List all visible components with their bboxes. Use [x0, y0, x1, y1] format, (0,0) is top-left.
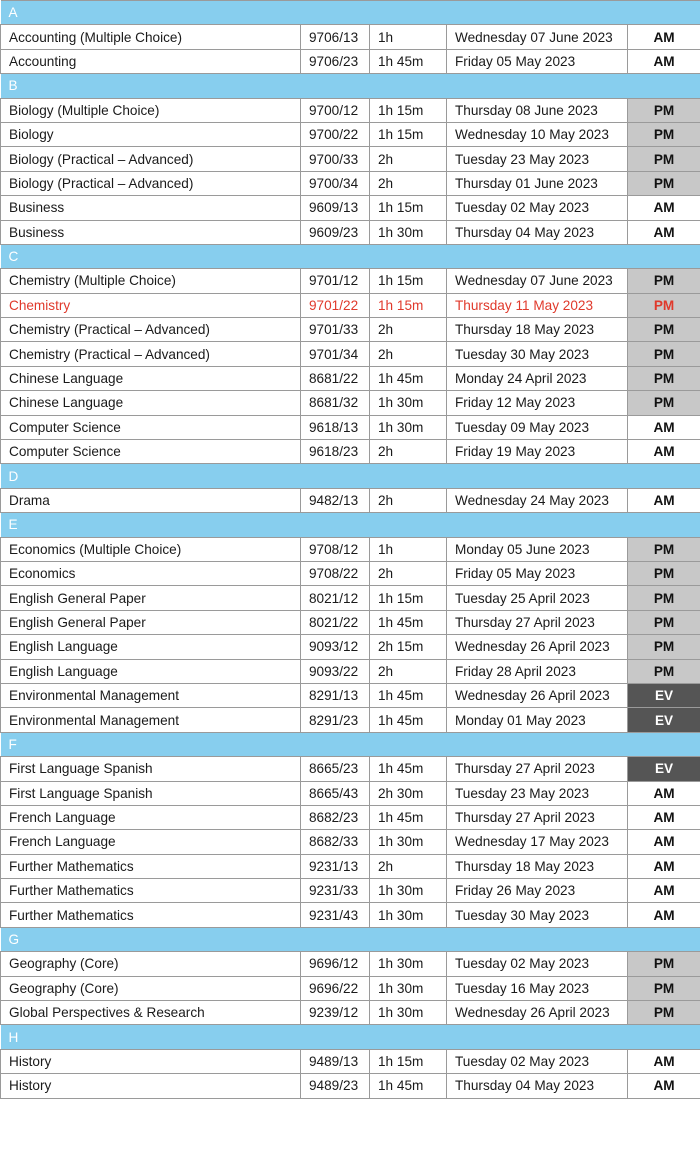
subject-cell: Accounting (Multiple Choice): [1, 25, 301, 49]
date-cell: Tuesday 02 May 2023: [447, 196, 628, 220]
code-cell: 8021/22: [301, 610, 370, 634]
duration-cell: 1h 15m: [370, 98, 447, 122]
duration-cell: 1h 30m: [370, 903, 447, 927]
subject-cell: English General Paper: [1, 586, 301, 610]
subject-cell: Economics: [1, 561, 301, 585]
session-cell: AM: [628, 415, 700, 439]
letter-heading: C: [1, 244, 700, 268]
duration-cell: 1h 15m: [370, 122, 447, 146]
session-cell: AM: [628, 488, 700, 512]
session-cell: AM: [628, 805, 700, 829]
table-row: [1, 318, 700, 342]
code-cell: 9700/12: [301, 98, 370, 122]
table-row: [1, 1049, 700, 1073]
table-row: [1, 98, 700, 122]
session-cell: EV: [628, 757, 700, 781]
subject-cell: English General Paper: [1, 610, 301, 634]
session-cell: AM: [628, 1049, 700, 1073]
subject-cell: Biology (Practical – Advanced): [1, 147, 301, 171]
date-cell: Wednesday 10 May 2023: [447, 122, 628, 146]
session-cell: PM: [628, 952, 700, 976]
duration-cell: 1h 30m: [370, 391, 447, 415]
session-cell: EV: [628, 708, 700, 732]
date-cell: Thursday 04 May 2023: [447, 220, 628, 244]
date-cell: Friday 26 May 2023: [447, 879, 628, 903]
duration-cell: 2h: [370, 342, 447, 366]
table-row: [1, 879, 700, 903]
letter-heading: G: [1, 927, 700, 951]
subject-cell: Biology (Multiple Choice): [1, 98, 301, 122]
table-row: [1, 342, 700, 366]
code-cell: 9239/12: [301, 1001, 370, 1025]
date-cell: Thursday 27 April 2023: [447, 610, 628, 634]
subject-cell: First Language Spanish: [1, 757, 301, 781]
duration-cell: 2h: [370, 659, 447, 683]
session-cell: PM: [628, 366, 700, 390]
date-cell: Friday 28 April 2023: [447, 659, 628, 683]
date-cell: Tuesday 02 May 2023: [447, 952, 628, 976]
table-row: [1, 708, 700, 732]
date-cell: Wednesday 26 April 2023: [447, 683, 628, 707]
session-cell: AM: [628, 903, 700, 927]
subject-cell: Computer Science: [1, 415, 301, 439]
table-row: [1, 586, 700, 610]
code-cell: 8665/23: [301, 757, 370, 781]
duration-cell: 2h: [370, 147, 447, 171]
duration-cell: 1h 45m: [370, 610, 447, 634]
subject-cell: History: [1, 1049, 301, 1073]
session-cell: AM: [628, 25, 700, 49]
subject-cell: Geography (Core): [1, 952, 301, 976]
date-cell: Wednesday 26 April 2023: [447, 1001, 628, 1025]
date-cell: Thursday 11 May 2023: [447, 293, 628, 317]
code-cell: 9701/12: [301, 269, 370, 293]
date-cell: Tuesday 16 May 2023: [447, 976, 628, 1000]
letter-header-row: [1, 927, 700, 951]
duration-cell: 1h 45m: [370, 757, 447, 781]
date-cell: Thursday 08 June 2023: [447, 98, 628, 122]
session-cell: PM: [628, 635, 700, 659]
duration-cell: 1h 15m: [370, 293, 447, 317]
session-cell: PM: [628, 586, 700, 610]
letter-heading: D: [1, 464, 700, 488]
code-cell: 9231/43: [301, 903, 370, 927]
letter-heading: F: [1, 732, 700, 756]
session-cell: PM: [628, 98, 700, 122]
subject-cell: Biology: [1, 122, 301, 146]
code-cell: 9708/12: [301, 537, 370, 561]
subject-cell: Chemistry: [1, 293, 301, 317]
letter-heading: B: [1, 74, 700, 98]
subject-cell: Further Mathematics: [1, 854, 301, 878]
subject-cell: Chemistry (Multiple Choice): [1, 269, 301, 293]
duration-cell: 1h: [370, 537, 447, 561]
table-row: [1, 171, 700, 195]
duration-cell: 1h 30m: [370, 415, 447, 439]
code-cell: 8665/43: [301, 781, 370, 805]
subject-cell: Global Perspectives & Research: [1, 1001, 301, 1025]
code-cell: 9489/23: [301, 1074, 370, 1098]
session-cell: PM: [628, 342, 700, 366]
date-cell: Tuesday 30 May 2023: [447, 903, 628, 927]
code-cell: 9618/23: [301, 440, 370, 464]
letter-header-row: [1, 732, 700, 756]
code-cell: 9609/23: [301, 220, 370, 244]
date-cell: Monday 05 June 2023: [447, 537, 628, 561]
session-cell: AM: [628, 781, 700, 805]
code-cell: 9701/34: [301, 342, 370, 366]
session-cell: PM: [628, 293, 700, 317]
date-cell: Tuesday 23 May 2023: [447, 781, 628, 805]
code-cell: 8682/33: [301, 830, 370, 854]
date-cell: Thursday 27 April 2023: [447, 757, 628, 781]
duration-cell: 2h 15m: [370, 635, 447, 659]
duration-cell: 1h 30m: [370, 1001, 447, 1025]
table-row: [1, 659, 700, 683]
date-cell: Friday 05 May 2023: [447, 561, 628, 585]
duration-cell: 2h 30m: [370, 781, 447, 805]
table-row: [1, 757, 700, 781]
session-cell: AM: [628, 830, 700, 854]
duration-cell: 1h 15m: [370, 269, 447, 293]
session-cell: PM: [628, 318, 700, 342]
table-row: [1, 49, 700, 73]
letter-header-row: [1, 1, 700, 25]
table-row: [1, 903, 700, 927]
subject-cell: First Language Spanish: [1, 781, 301, 805]
table-row: [1, 366, 700, 390]
table-row: [1, 488, 700, 512]
date-cell: Tuesday 25 April 2023: [447, 586, 628, 610]
session-cell: PM: [628, 659, 700, 683]
duration-cell: 2h: [370, 171, 447, 195]
date-cell: Thursday 27 April 2023: [447, 805, 628, 829]
table-row: [1, 781, 700, 805]
subject-cell: English Language: [1, 659, 301, 683]
date-cell: Wednesday 24 May 2023: [447, 488, 628, 512]
table-row: [1, 269, 700, 293]
code-cell: 9706/13: [301, 25, 370, 49]
duration-cell: 1h 30m: [370, 830, 447, 854]
letter-header-row: [1, 513, 700, 537]
subject-cell: Economics (Multiple Choice): [1, 537, 301, 561]
table-row: [1, 391, 700, 415]
duration-cell: 2h: [370, 854, 447, 878]
code-cell: 8291/23: [301, 708, 370, 732]
session-cell: AM: [628, 854, 700, 878]
session-cell: PM: [628, 1001, 700, 1025]
code-cell: 9696/22: [301, 976, 370, 1000]
duration-cell: 1h 45m: [370, 708, 447, 732]
table-row: [1, 561, 700, 585]
date-cell: Tuesday 30 May 2023: [447, 342, 628, 366]
session-cell: PM: [628, 976, 700, 1000]
session-cell: PM: [628, 537, 700, 561]
subject-cell: Geography (Core): [1, 976, 301, 1000]
subject-cell: Environmental Management: [1, 708, 301, 732]
code-cell: 8681/32: [301, 391, 370, 415]
code-cell: 9706/23: [301, 49, 370, 73]
duration-cell: 1h 15m: [370, 586, 447, 610]
duration-cell: 2h: [370, 561, 447, 585]
session-cell: AM: [628, 49, 700, 73]
date-cell: Wednesday 07 June 2023: [447, 25, 628, 49]
table-row: [1, 1001, 700, 1025]
code-cell: 8681/22: [301, 366, 370, 390]
letter-heading: A: [1, 1, 700, 25]
code-cell: 9700/33: [301, 147, 370, 171]
table-row: [1, 854, 700, 878]
code-cell: 9093/12: [301, 635, 370, 659]
date-cell: Tuesday 09 May 2023: [447, 415, 628, 439]
letter-header-row: [1, 244, 700, 268]
code-cell: 9708/22: [301, 561, 370, 585]
subject-cell: Chemistry (Practical – Advanced): [1, 318, 301, 342]
session-cell: AM: [628, 879, 700, 903]
letter-header-row: [1, 74, 700, 98]
session-cell: PM: [628, 391, 700, 415]
date-cell: Wednesday 07 June 2023: [447, 269, 628, 293]
subject-cell: Chemistry (Practical – Advanced): [1, 342, 301, 366]
subject-cell: Accounting: [1, 49, 301, 73]
table-row: [1, 805, 700, 829]
subject-cell: Chinese Language: [1, 366, 301, 390]
date-cell: Monday 24 April 2023: [447, 366, 628, 390]
table-row: [1, 220, 700, 244]
subject-cell: Further Mathematics: [1, 903, 301, 927]
duration-cell: 2h: [370, 488, 447, 512]
subject-cell: Further Mathematics: [1, 879, 301, 903]
duration-cell: 1h 30m: [370, 952, 447, 976]
duration-cell: 2h: [370, 440, 447, 464]
date-cell: Friday 05 May 2023: [447, 49, 628, 73]
duration-cell: 1h 15m: [370, 196, 447, 220]
code-cell: 9696/12: [301, 952, 370, 976]
code-cell: 9093/22: [301, 659, 370, 683]
code-cell: 9701/33: [301, 318, 370, 342]
code-cell: 8021/12: [301, 586, 370, 610]
session-cell: AM: [628, 440, 700, 464]
session-cell: PM: [628, 171, 700, 195]
date-cell: Wednesday 26 April 2023: [447, 635, 628, 659]
table-row: [1, 976, 700, 1000]
duration-cell: 1h 30m: [370, 879, 447, 903]
subject-cell: French Language: [1, 805, 301, 829]
subject-cell: English Language: [1, 635, 301, 659]
duration-cell: 1h 30m: [370, 220, 447, 244]
duration-cell: 1h 15m: [370, 1049, 447, 1073]
table-row: [1, 952, 700, 976]
session-cell: PM: [628, 122, 700, 146]
code-cell: 9700/34: [301, 171, 370, 195]
table-row: [1, 196, 700, 220]
duration-cell: 1h 45m: [370, 1074, 447, 1098]
code-cell: 9231/33: [301, 879, 370, 903]
table-row: [1, 25, 700, 49]
table-row: [1, 830, 700, 854]
date-cell: Thursday 18 May 2023: [447, 318, 628, 342]
code-cell: 9701/22: [301, 293, 370, 317]
letter-header-row: [1, 464, 700, 488]
date-cell: Wednesday 17 May 2023: [447, 830, 628, 854]
code-cell: 9231/13: [301, 854, 370, 878]
session-cell: AM: [628, 220, 700, 244]
letter-header-row: [1, 1025, 700, 1049]
code-cell: 9700/22: [301, 122, 370, 146]
table-row: [1, 147, 700, 171]
duration-cell: 1h 45m: [370, 683, 447, 707]
subject-cell: Environmental Management: [1, 683, 301, 707]
subject-cell: Business: [1, 196, 301, 220]
table-row: [1, 415, 700, 439]
table-row: [1, 122, 700, 146]
date-cell: Thursday 04 May 2023: [447, 1074, 628, 1098]
timetable-body: [1, 1, 700, 1099]
date-cell: Thursday 01 June 2023: [447, 171, 628, 195]
code-cell: 9482/13: [301, 488, 370, 512]
subject-cell: Computer Science: [1, 440, 301, 464]
letter-heading: E: [1, 513, 700, 537]
table-row: [1, 683, 700, 707]
session-cell: PM: [628, 610, 700, 634]
subject-cell: Chinese Language: [1, 391, 301, 415]
code-cell: 9618/13: [301, 415, 370, 439]
duration-cell: 1h 45m: [370, 49, 447, 73]
subject-cell: Business: [1, 220, 301, 244]
subject-cell: Biology (Practical – Advanced): [1, 171, 301, 195]
table-row: [1, 440, 700, 464]
duration-cell: 1h: [370, 25, 447, 49]
table-row: [1, 610, 700, 634]
date-cell: Monday 01 May 2023: [447, 708, 628, 732]
letter-heading: H: [1, 1025, 700, 1049]
table-row: [1, 293, 700, 317]
duration-cell: 1h 45m: [370, 805, 447, 829]
code-cell: 9489/13: [301, 1049, 370, 1073]
duration-cell: 1h 30m: [370, 976, 447, 1000]
session-cell: PM: [628, 561, 700, 585]
date-cell: Tuesday 23 May 2023: [447, 147, 628, 171]
session-cell: PM: [628, 269, 700, 293]
subject-cell: Drama: [1, 488, 301, 512]
table-row: [1, 537, 700, 561]
date-cell: Thursday 18 May 2023: [447, 854, 628, 878]
date-cell: Tuesday 02 May 2023: [447, 1049, 628, 1073]
session-cell: AM: [628, 196, 700, 220]
table-row: [1, 635, 700, 659]
code-cell: 9609/13: [301, 196, 370, 220]
date-cell: Friday 19 May 2023: [447, 440, 628, 464]
date-cell: Friday 12 May 2023: [447, 391, 628, 415]
table-row: [1, 1074, 700, 1098]
duration-cell: 2h: [370, 318, 447, 342]
session-cell: EV: [628, 683, 700, 707]
code-cell: 8291/13: [301, 683, 370, 707]
subject-cell: French Language: [1, 830, 301, 854]
code-cell: 8682/23: [301, 805, 370, 829]
subject-cell: History: [1, 1074, 301, 1098]
duration-cell: 1h 45m: [370, 366, 447, 390]
session-cell: PM: [628, 147, 700, 171]
session-cell: AM: [628, 1074, 700, 1098]
